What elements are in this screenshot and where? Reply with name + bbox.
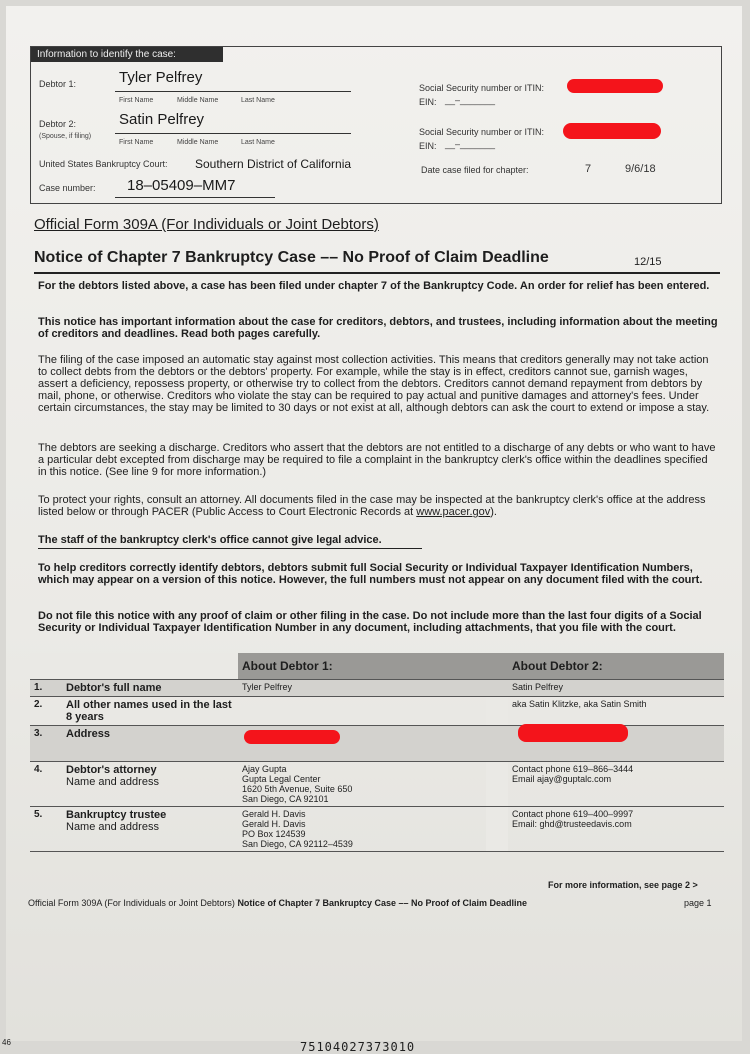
row-number: 5.: [34, 809, 43, 820]
corner-number: 46: [2, 1038, 11, 1047]
document-page: [6, 6, 742, 1041]
pacer-link[interactable]: www.pacer.gov: [416, 506, 491, 518]
debtor1-cell: [238, 697, 486, 726]
footer-form-id: Official Form 309A (For Individuals or Joint Debtors): [28, 898, 235, 908]
attorney-field: Debtor's attorney: [66, 764, 157, 776]
table-row: [30, 697, 724, 726]
debtor2-cell: Contact phone 619–866–3444 Email ajay@guptalc.com: [512, 764, 634, 784]
debtor1-cell: Gerald H. Davis Gerald H. Davis PO Box 124539 San Diego, CA 92112–4539: [242, 809, 353, 849]
paragraph-discharge: The debtors are seeking a discharge. Creditors who assert that the debtors are not entitled to a discharge of any debts or who want to have a particular debt excepted from discharge may be required to file a complaint in the bankruptcy clerk's office within the deadlines specified in this notice. (See line 9 for more information.): [38, 442, 716, 478]
row-number: 1.: [30, 680, 62, 697]
row-number: 2.: [34, 699, 43, 710]
paragraph-no-legal-advice: The staff of the bankruptcy clerk's office cannot give legal advice.: [38, 534, 422, 549]
attorney-subfield: Name and address: [66, 776, 159, 788]
debtor-info-table: [30, 653, 724, 852]
debtor1-cell: [238, 726, 486, 762]
row-field-label: Debtor's full name: [62, 680, 238, 697]
row-field-label: Address: [62, 726, 238, 762]
last-name-caption: Last Name: [241, 97, 275, 104]
paragraph-identify-debtors: To help creditors correctly identify debtors, debtors submit full Social Security or Individual Taxpayer Identification Numbers, which may appear on a version of this notice. However, the full numbers must not appear on any document filed with the court.: [38, 562, 703, 586]
form-version: 12/15: [634, 256, 662, 268]
ssn-label-2: Social Security number or ITIN:: [419, 127, 545, 137]
row-field-label: All other names used in the last 8 years: [66, 699, 232, 723]
middle-name-caption-2: Middle Name: [177, 139, 219, 146]
middle-name-caption: Middle Name: [177, 97, 219, 104]
case-number-value: 18–05409–MM7: [127, 177, 236, 194]
spouse-caption: (Spouse, if filing): [39, 133, 92, 140]
debtor2-label: Debtor 2:: [39, 119, 77, 129]
protect-rights-text: To protect your rights, consult an attorney. All documents filed in the case may be inspected at the bankruptcy clerk's office at the address listed below or through PACER (Public Access to Court Electronic Records at: [38, 494, 706, 518]
date-filed-value: 9/6/18: [625, 163, 656, 175]
form-id: Official Form 309A (For Individuals or Joint Debtors): [34, 216, 379, 233]
paragraph-automatic-stay: The filing of the case imposed an automatic stay against most collection activities. This means that creditors generally may not take action to collect debts from the debtors or the debtors' property. For example, while the stay is in effect, creditors cannot sue, garnish wages, assert a deficiency, repossess property, or otherwise try to collect from the debtors. Creditors cannot demand repayment from debtors by mail, phone, or otherwise. Creditors who violate the stay can be required to pay actual and punitive damages and attorney's fees. Under certain circumstances, the stay may be limited to 30 days or not exist at all, although debtors can ask the court to extend or impose a stay.: [38, 354, 710, 414]
debtor2-cell: aka Satin Klitzke, aka Satin Smith: [512, 699, 647, 709]
court-value: Southern District of California: [195, 157, 352, 171]
debtor2-cell: Contact phone 619–400–9997 Email: ghd@trusteedavis.com: [512, 809, 634, 829]
debtor1-name: Tyler Pelfrey: [119, 69, 203, 86]
debtor2-name: Satin Pelfrey: [119, 111, 205, 128]
paragraph-protect-rights: [38, 494, 718, 518]
row-field-label: [62, 762, 238, 807]
col-header-debtor2: About Debtor 2:: [508, 653, 724, 680]
first-name-caption: First Name: [119, 97, 154, 104]
more-info-note: For more information, see page 2 >: [548, 880, 698, 890]
footer-form-title: Notice of Chapter 7 Bankruptcy Case –– No Proof of Claim Deadline: [237, 898, 528, 908]
case-number-label: Case number:: [39, 183, 96, 193]
row-field-label: [62, 807, 238, 852]
redaction-address-2: [518, 724, 628, 742]
ein-label-1: EIN:: [419, 97, 437, 107]
case-info-header: Information to identify the case:: [31, 47, 223, 62]
table-row: [30, 807, 724, 852]
debtor1-cell: Ajay Gupta Gupta Legal Center 1620 5th Avenue, Suite 650 San Diego, CA 92101: [242, 764, 353, 804]
redaction-ssn-2: [563, 123, 661, 139]
ein-label-2: EIN:: [419, 141, 437, 151]
court-label: United States Bankruptcy Court:: [39, 159, 168, 169]
redaction-ssn-1: [567, 79, 663, 93]
table-row: [30, 762, 724, 807]
redaction-address-1: [244, 730, 340, 744]
date-filed-label: Date case filed for chapter:: [421, 165, 529, 175]
last-name-caption-2: Last Name: [241, 139, 275, 146]
chapter-value: 7: [585, 163, 592, 175]
form-title: Notice of Chapter 7 Bankruptcy Case –– No Proof of Claim Deadline: [34, 249, 549, 266]
case-info-box: [30, 46, 722, 204]
ein-value-2: __–_______: [445, 139, 496, 149]
trustee-field: Bankruptcy trustee: [66, 809, 167, 821]
col-header-debtor1: About Debtor 1:: [238, 653, 486, 680]
debtor2-cell: [508, 726, 724, 762]
protect-rights-end: ).: [490, 506, 497, 518]
first-name-caption-2: First Name: [119, 139, 154, 146]
paragraph-case-filed: For the debtors listed above, a case has been filed under chapter 7 of the Bankruptcy Code. An order for relief has been entered.: [38, 280, 710, 292]
footer-form-ref: [28, 898, 527, 908]
paragraph-important-info: This notice has important information about the case for creditors, debtors, and trustees, including information about the meeting of creditors and deadlines. Read both pages carefully.: [38, 316, 718, 340]
trustee-subfield: Name and address: [66, 821, 159, 833]
ein-value-1: __–_______: [445, 95, 496, 105]
table-row: [30, 680, 724, 697]
debtor2-cell: Satin Pelfrey: [508, 680, 724, 697]
debtor1-label: Debtor 1:: [39, 79, 77, 89]
row-number: 3.: [30, 726, 62, 762]
table-header-row: [30, 653, 724, 680]
ssn-label-1: Social Security number or ITIN:: [419, 83, 545, 93]
debtor1-cell: Tyler Pelfrey: [238, 680, 486, 697]
paragraph-do-not-file: Do not file this notice with any proof of claim or other filing in the case. Do not include more than the last four digits of a Social Security or Individual Taxpayer Identification Number in any document, including attachments, that you file with the court.: [38, 610, 702, 634]
table-row: [30, 726, 724, 762]
row-number: 4.: [34, 764, 43, 775]
barcode-number: 75104027373010: [300, 1040, 416, 1054]
page-number: page 1: [684, 898, 712, 908]
